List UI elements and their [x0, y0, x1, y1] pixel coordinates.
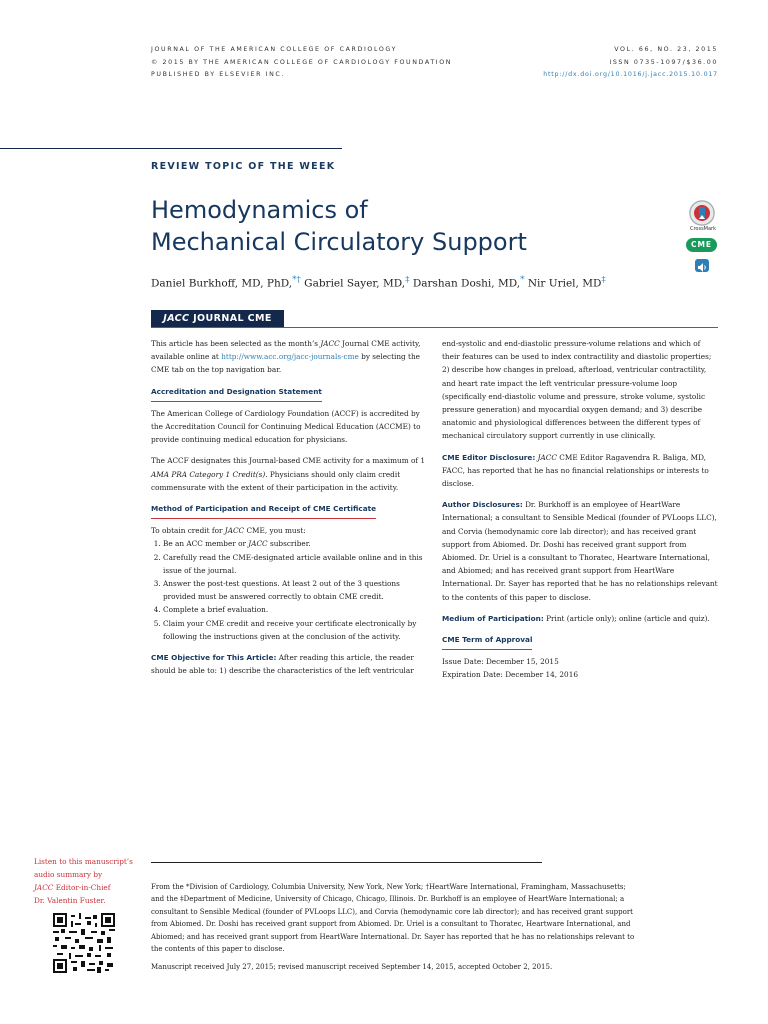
audio-summary-note[interactable]: Listen to this manuscript’s audio summary by JACC Editor-in-Chief Dr. Valentin Fuster. [34, 857, 133, 905]
issn-line: ISSN 0735-1097/$36.00 [609, 58, 718, 66]
article-title [151, 194, 671, 258]
author-uriel: Nir Uriel, MD [524, 277, 602, 290]
method-heading: Method of Participation and Receipt of CME Certificate [151, 502, 376, 519]
author-sayer: Gabriel Sayer, MD, [300, 277, 406, 290]
cme-intro: This article has been selected as the month’s JACC Journal CME activity, available online at http://www.acc.org/jacc-journals-cme by selecting the CME tab on the top navigation bar. [151, 339, 421, 375]
crossmark-label: CrossMark [689, 226, 717, 232]
copyright-line: © 2015 BY THE AMERICAN COLLEGE OF CARDIOLOGY FOUNDATION [151, 58, 453, 66]
left-column [151, 337, 429, 685]
doi-link[interactable]: http://dx.doi.org/10.1016/j.jacc.2015.10.017 [543, 71, 718, 78]
author-uriel-affil[interactable]: ‡ [601, 275, 606, 285]
issue-date: Issue Date: December 15, 2015 [442, 657, 559, 667]
medium-of-participation: Medium of Participation: Print (article only); online (article and quiz). [442, 613, 710, 623]
term-of-approval-heading: CME Term of Approval [442, 633, 532, 650]
manuscript-received: Manuscript received July 27, 2015; revised manuscript received September 14, 2015, accepted October 2, 2015. [151, 963, 553, 972]
affiliations-footnote: From the *Division of Cardiology, Columbia University, New York, New York; †HeartWare International, Framingham, Massachusetts; and the ‡Department of Medicine, University of Chicago, Chicago, Illinois. Dr. Burkhoff is an employee of HeartWare International; a consultant to Sensible Medical (founder of PVLoops LLC), and Corvia (hemodynamic core lab director); and has received grant support from Abiomed. Dr. Doshi has received grant support from Abiomed. Dr. Uriel is a consultant to Thoratec, Heartware International, and Abiomed; and has received grant support from HeartWare International. Dr. Sayer has reported that he has no relationships relevant to the contents of this paper to disclose. [151, 883, 635, 954]
author-disclosures: Author Disclosures: Dr. Burkhoff is an employee of HeartWare International; a consultant to Sensible Medical (founder of PVLoops LLC), and Corvia (hemodynamic core lab director); and has received grant support from Abiomed. Dr. Doshi has received grant support from Abiomed. Dr. Uriel is a consultant to Thoratec, Heartware International, and Abiomed; and has received grant support from HeartWare International. Dr. Sayer has reported that he has no relationships relevant to the contents of this paper to disclose. [442, 500, 718, 602]
top-divider [0, 148, 342, 149]
method-step: 3. Answer the post-test questions. At least 2 out of the 3 questions provided must be answered correctly to obtain CME credit. [163, 577, 429, 603]
crossmark-icon[interactable] [689, 200, 715, 226]
cme-url-link[interactable]: http://www.acc.org/jacc-journals-cme [221, 352, 359, 362]
author-doshi: Darshan Doshi, MD, [409, 277, 521, 290]
jacc-journal-cme-bar [151, 310, 284, 328]
speaker-icon[interactable] [695, 259, 709, 272]
author-burkhoff-affil[interactable]: *† [292, 275, 301, 285]
method-intro: To obtain credit for JACC CME, you must: [151, 526, 306, 536]
accreditation-paragraph-1: The American College of Cardiology Foundation (ACCF) is accredited by the Accreditation Council for Continuing Medical Education (ACCME) to provide continuing medical education for physicians. [151, 408, 421, 445]
method-steps [151, 537, 429, 643]
cme-objective: CME Objective for This Article: After reading this article, the reader should be able to: 1) describe the characteristics of the left ventricular [151, 653, 414, 676]
author-disclosures-heading: Author Disclosures: [442, 500, 523, 510]
title-line-1: Hemodynamics of [151, 196, 368, 224]
cme-divider [151, 327, 718, 328]
cme-badge[interactable]: CME [686, 238, 717, 252]
journal-header [151, 44, 452, 82]
cme-bar-jacc: JACC [163, 313, 190, 324]
method-step: 5. Claim your CME credit and receive your certificate electronically by following the instructions given at the conclusion of the activity. [163, 617, 429, 643]
publisher-line: PUBLISHED BY ELSEVIER INC. [151, 71, 286, 78]
author-sayer-affil[interactable]: ‡ [405, 275, 410, 285]
title-line-2: Mechanical Circulatory Support [151, 228, 527, 256]
volume-line: VOL. 66, NO. 23, 2015 [614, 46, 718, 53]
method-step: 2. Carefully read the CME-designated article available online and in this issue of the journal. [163, 551, 429, 577]
section-label: REVIEW TOPIC OF THE WEEK [151, 161, 336, 172]
author-list [151, 275, 606, 290]
cme-bar-text: JOURNAL CME [189, 313, 272, 324]
method-step: 4. Complete a brief evaluation. [163, 603, 429, 616]
editor-disclosure-heading: CME Editor Disclosure: [442, 452, 536, 462]
journal-name: JOURNAL OF THE AMERICAN COLLEGE OF CARDIOLOGY [151, 46, 398, 53]
method-step: 1. Be an ACC member or JACC subscriber. [163, 537, 429, 550]
footnote-divider [151, 862, 542, 863]
author-burkhoff: Daniel Burkhoff, MD, PhD, [151, 277, 293, 290]
medium-heading: Medium of Participation: [442, 613, 544, 623]
accreditation-heading: Accreditation and Designation Statement [151, 385, 322, 402]
right-column [442, 337, 718, 682]
expiration-date: Expiration Date: December 14, 2016 [442, 670, 578, 680]
editor-disclosure: CME Editor Disclosure: JACC CME Editor Ragavendra R. Baliga, MD, FACC, has reported that he has no financial relationships or interests to disclose. [442, 452, 709, 489]
accreditation-paragraph-2: The ACCF designates this Journal-based CME activity for a maximum of 1 AMA PRA Category 1 Credit(s). Physicians should only claim credit commensurate with the extent of their participation in the activity. [151, 456, 426, 492]
objective-heading: CME Objective for This Article: [151, 653, 277, 663]
qr-code-icon[interactable] [53, 913, 115, 973]
footnote [151, 881, 638, 980]
author-doshi-affil[interactable]: * [520, 275, 525, 285]
volume-info [543, 44, 718, 82]
objective-continued: end-systolic and end-diastolic pressure-volume relations and which of their features can be used to index contractility and diastolic properties; 2) describe how changes in preload, afterload, ventricular contractility, and heart rate impact the left ventricular pressure-volume loop (specifically end-diastolic volume and pressure, stroke volume, systolic pressure generation) and myocardial oxygen demand; and 3) describe anatomic and physiological differences between the different types of mechanical circulatory support currently in use clinically. [442, 339, 712, 441]
